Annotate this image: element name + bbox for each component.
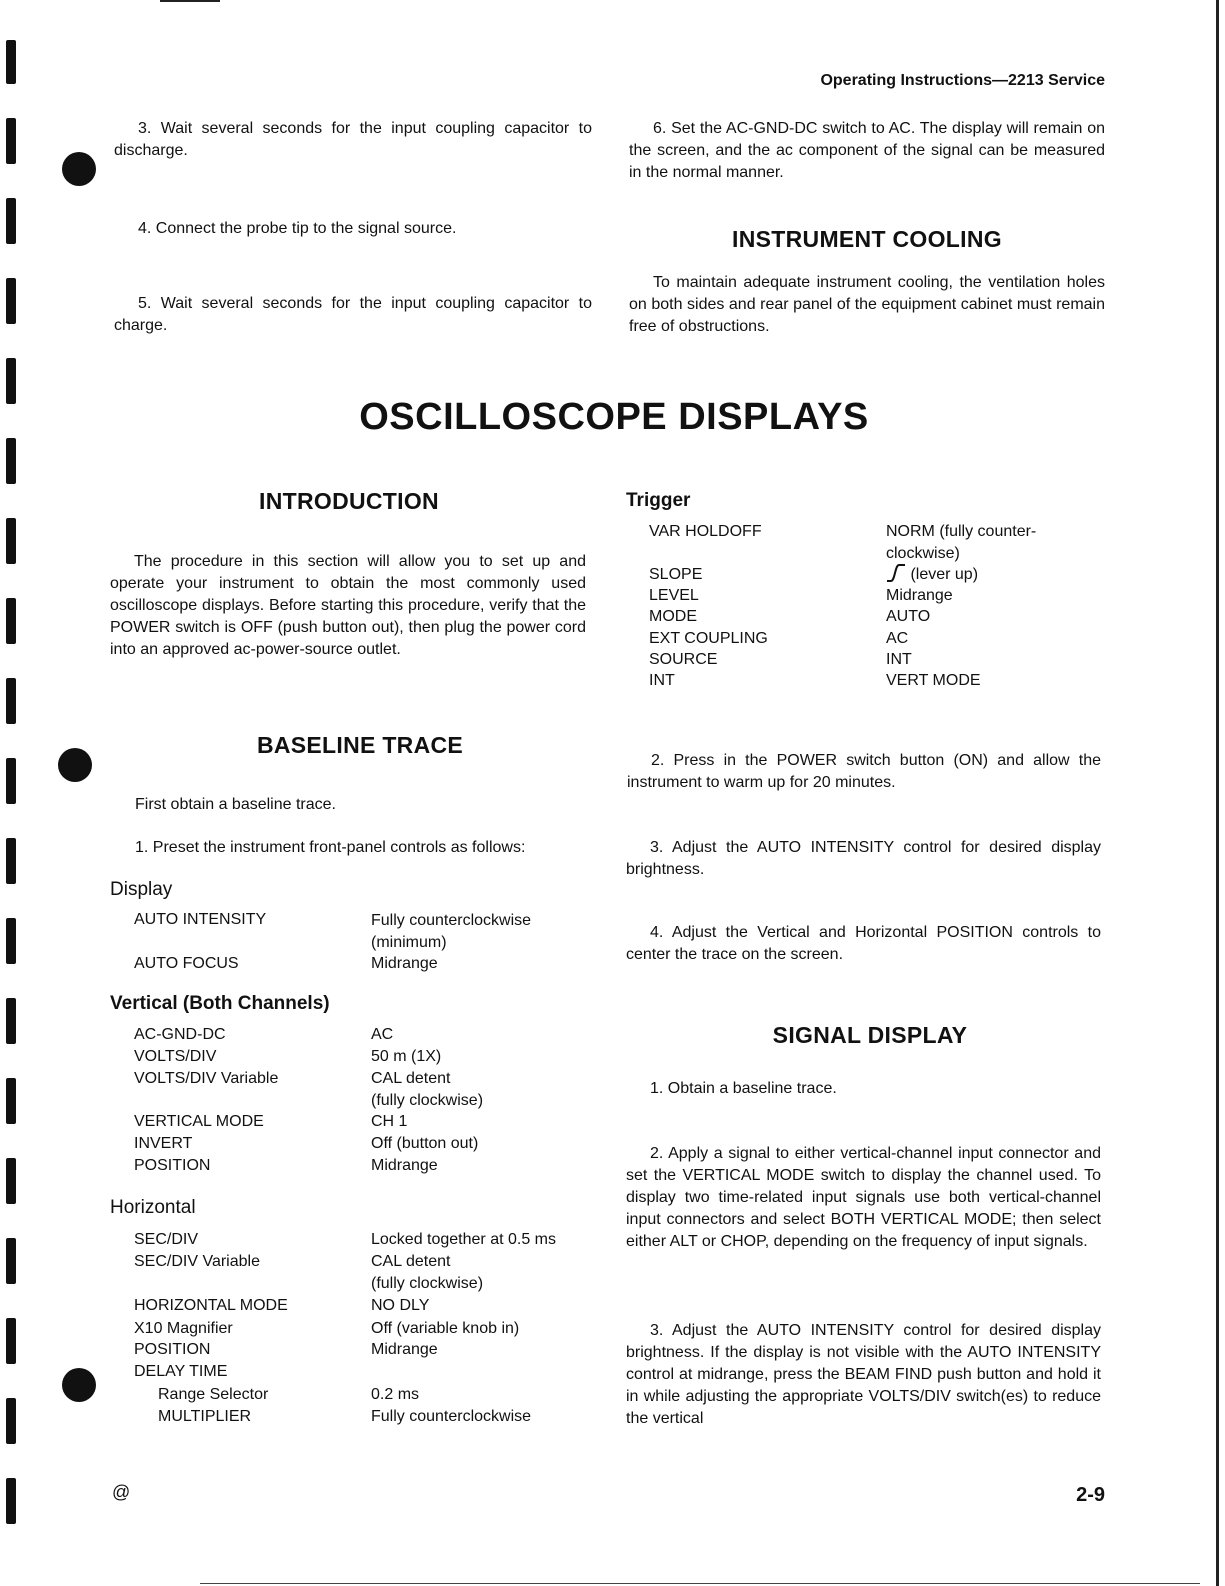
cooling-heading: INSTRUMENT COOLING: [732, 226, 1002, 252]
step-3-discharge: 3. Wait several seconds for the input coupling capacitor to discharge.: [114, 120, 592, 159]
setting-value: CH 1: [371, 1113, 408, 1130]
setting-value: NO DLY: [371, 1297, 430, 1314]
setting-value: AC: [886, 630, 909, 647]
punch-hole: [62, 1368, 96, 1402]
vertical-group-title: Vertical (Both Channels): [110, 993, 330, 1014]
baseline-heading: BASELINE TRACE: [256, 732, 464, 758]
setting-value: VERT MODE: [886, 672, 981, 689]
signal-step-1: 1. Obtain a baseline trace.: [650, 1080, 837, 1097]
punch-hole: [62, 152, 96, 186]
setting-value: 0.2 ms: [371, 1386, 420, 1403]
setting-label: POSITION: [134, 1157, 211, 1174]
baseline-step-1: 1. Preset the instrument front-panel controls as follows:: [135, 839, 526, 856]
setting-label: AUTO FOCUS: [134, 955, 239, 972]
step-6-ac: 6. Set the AC-GND-DC switch to AC. The display will remain on the screen, and the ac component of the signal can be measured in the normal manner.: [629, 120, 1105, 181]
binder-mark: [6, 1478, 16, 1524]
binder-mark: [6, 1238, 16, 1284]
binder-mark: [6, 278, 16, 324]
display-group-title: Display: [110, 879, 173, 900]
punch-hole: [58, 748, 92, 782]
setting-value: 50 m (1X): [371, 1048, 442, 1065]
setting-label: VOLTS/DIV Variable: [134, 1070, 279, 1087]
setting-label: AUTO INTENSITY: [134, 911, 267, 928]
binder-mark: [6, 598, 16, 644]
binder-mark: [6, 358, 16, 404]
cooling-text: To maintain adequate instrument cooling, the ventilation holes on both sides and rear panel of the equipment cabinet must remain free of obstructions.: [629, 274, 1105, 335]
setting-label: SLOPE: [649, 566, 703, 583]
step-2-power-on: 2. Press in the POWER switch button (ON) and allow the instrument to warm up for 20 minutes.: [627, 752, 1101, 791]
signal-heading: SIGNAL DISPLAY: [772, 1022, 968, 1048]
binder-mark: [6, 1078, 16, 1124]
setting-value: Fully counterclockwise (minimum): [371, 912, 532, 951]
setting-value: Off (variable knob in): [371, 1320, 520, 1337]
footer-symbol: @: [112, 1482, 131, 1502]
setting-label: SEC/DIV Variable: [134, 1253, 260, 1270]
binder-mark: [6, 1398, 16, 1444]
setting-label: MULTIPLIER: [158, 1408, 252, 1425]
setting-label: EXT COUPLING: [649, 630, 768, 647]
binder-mark: [6, 438, 16, 484]
setting-label: DELAY TIME: [134, 1363, 228, 1380]
trigger-group-title: Trigger: [626, 490, 691, 511]
setting-value: NORM (fully counter- clockwise): [886, 523, 1037, 562]
intro-text: The procedure in this section will allow you to set up and operate your instrument to obtain the most commonly used oscilloscope displays. Before starting this procedure, verify that the POWER switch is OFF (push button out), then plug the power cord into an approved ac-power-source outlet.: [110, 553, 586, 658]
setting-value: CAL detent (fully clockwise): [371, 1070, 484, 1109]
setting-label: SOURCE: [649, 651, 718, 668]
step-3-intensity: 3. Adjust the AUTO INTENSITY control for desired display brightness.: [626, 839, 1101, 878]
rising-slope-icon: [886, 564, 906, 582]
step-4-position: 4. Adjust the Vertical and Horizontal POSITION controls to center the trace on the screen.: [626, 924, 1101, 963]
setting-value: Fully counterclockwise: [371, 1408, 532, 1425]
setting-label: AC-GND-DC: [134, 1026, 226, 1043]
setting-label: Range Selector: [158, 1386, 269, 1403]
setting-value: INT: [886, 651, 912, 668]
slope-setting-value: [886, 564, 978, 586]
intro-heading: INTRODUCTION: [259, 488, 439, 514]
setting-label: VAR HOLDOFF: [649, 523, 762, 540]
step-4-connect: 4. Connect the probe tip to the signal source.: [138, 220, 457, 237]
binder-mark: [6, 1158, 16, 1204]
step-5-charge: 5. Wait several seconds for the input coupling capacitor to charge.: [114, 295, 592, 334]
setting-label: INT: [649, 672, 675, 689]
scan-line: [200, 1583, 1200, 1584]
page-number: 2-9: [1076, 1484, 1105, 1506]
setting-label: X10 Magnifier: [134, 1320, 233, 1337]
setting-label: INVERT: [134, 1135, 193, 1152]
binder-mark: [6, 1318, 16, 1364]
binder-mark: [6, 678, 16, 724]
setting-value: AUTO: [886, 608, 931, 625]
binder-mark: [6, 918, 16, 964]
setting-label: LEVEL: [649, 587, 699, 604]
setting-value: CAL detent (fully clockwise): [371, 1253, 484, 1292]
slope-value-text: (lever up): [910, 566, 979, 583]
binder-mark: [6, 998, 16, 1044]
baseline-first: First obtain a baseline trace.: [135, 796, 336, 813]
binder-mark: [6, 198, 16, 244]
setting-value: Midrange: [886, 587, 953, 604]
setting-label: HORIZONTAL MODE: [134, 1297, 288, 1314]
horizontal-group-title: Horizontal: [110, 1197, 196, 1218]
binder-holes-edge: [0, 0, 50, 1586]
setting-label: POSITION: [134, 1341, 211, 1358]
setting-label: VOLTS/DIV: [134, 1048, 217, 1065]
binder-mark: [6, 758, 16, 804]
setting-label: VERTICAL MODE: [134, 1113, 264, 1130]
binder-mark: [6, 838, 16, 884]
main-title: OSCILLOSCOPE DISPLAYS: [359, 396, 869, 438]
setting-label: SEC/DIV: [134, 1231, 199, 1248]
page-edge-line: [1216, 0, 1219, 1586]
setting-value: Midrange: [371, 1157, 438, 1174]
running-head: Operating Instructions—2213 Service: [820, 72, 1105, 89]
binder-mark: [6, 40, 16, 84]
signal-step-3: 3. Adjust the AUTO INTENSITY control for desired display brightness. If the display is not visible with the AUTO INTENSITY control at midrange, press the BEAM FIND push button and hold it in while adjusting the appropriate VOLTS/DIV switch(es) to reduce the vertical: [626, 1322, 1101, 1427]
binder-mark: [6, 118, 16, 164]
setting-value: Midrange: [371, 1341, 438, 1358]
scan-line: [160, 0, 220, 2]
setting-value: Off (button out): [371, 1135, 479, 1152]
setting-value: Locked together at 0.5 ms: [371, 1231, 556, 1248]
binder-mark: [6, 518, 16, 564]
setting-value: AC: [371, 1026, 394, 1043]
setting-label: MODE: [649, 608, 697, 625]
signal-step-2: 2. Apply a signal to either vertical-channel input connector and set the VERTICAL MODE switch to display the channel used. To display two time-related input signals use both vertical-channel input connectors and select BOTH VERTICAL MODE; then select either ALT or CHOP, depending on the frequency of input signals.: [626, 1145, 1101, 1250]
setting-value: Midrange: [371, 955, 438, 972]
